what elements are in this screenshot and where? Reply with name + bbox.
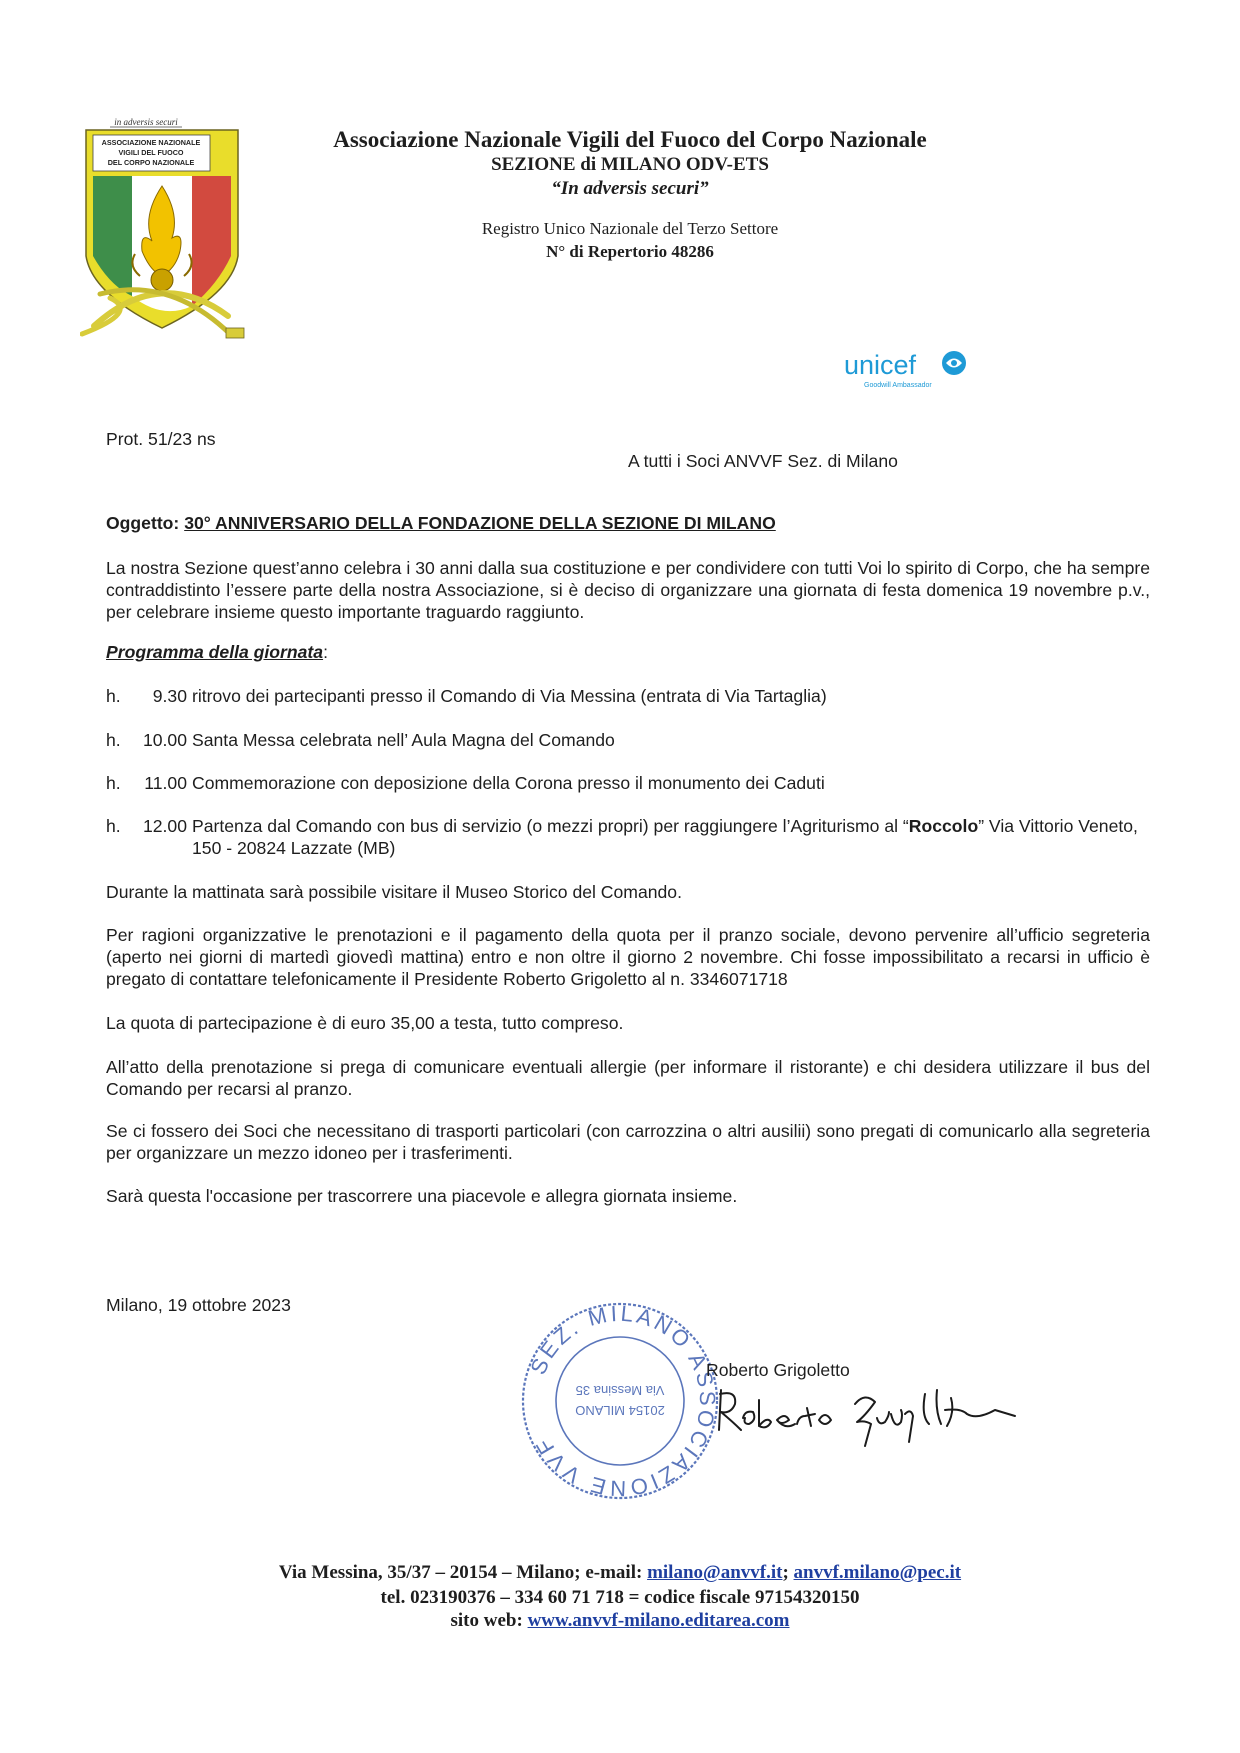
repertorio-number: N° di Repertorio 48286: [546, 242, 714, 261]
program-item-text-after: ” Via Vittorio Veneto, 150 - 20824 Lazzate (MB): [192, 816, 1138, 858]
program-item-text: [192, 815, 1150, 859]
handwritten-signature: [715, 1380, 1020, 1448]
program-item-time: 12.00: [142, 816, 187, 836]
program-item-text: Commemorazione con deposizione della Corona presso il monumento dei Caduti: [192, 773, 825, 793]
signer-name: Roberto Grigoletto: [706, 1360, 850, 1380]
program-item-prefix: h.: [106, 686, 121, 706]
website-link[interactable]: www.anvvf-milano.editarea.com: [527, 1610, 790, 1631]
email-link-primary[interactable]: milano@anvvf.it: [647, 1562, 783, 1583]
footer-web-label: sito web:: [450, 1610, 528, 1631]
crest-label-line-3: DEL CORPO NAZIONALE: [107, 158, 195, 167]
footer-address-line: [140, 1562, 1100, 1584]
museum-paragraph: Durante la mattinata sarà possibile visitare il Museo Storico del Comando.: [106, 882, 682, 902]
subject-line: [106, 512, 1150, 534]
footer-web-line: [140, 1610, 1100, 1632]
intro-paragraph: La nostra Sezione quest’anno celebra i 30 anni dalla sua costituzione e per condividere con tutti Voi lo spirito di Corpo, che ha sempre contraddistinto l’essere parte della nostra Associazione, si è deciso di organizzare una giornata di festa domenica 19 novembre p.v., per celebrare insieme questo importante traguardo raggiunto.: [106, 558, 1150, 622]
program-item-time: 10.00: [142, 730, 187, 750]
program-item-time: 11.00: [144, 773, 187, 793]
program-item: [106, 772, 1150, 794]
allergies-paragraph: All’atto della prenotazione si prega di comunicare eventuali allergie (per informare il ristorante) e chi desidera utilizzare il bus del Comando per recarsi al pranzo.: [106, 1057, 1150, 1099]
program-item: [106, 815, 1150, 859]
motto: “In adversis securi”: [551, 178, 709, 199]
program-item-time: 9.30: [152, 686, 187, 706]
program-title: Programma della giornata: [106, 642, 324, 662]
booking-paragraph: Per ragioni organizzative le prenotazioni e il pagamento della quota per il pranzo sociale, devono pervenire all’ufficio segreteria (aperto nei giorni di martedì giovedì mattina) entro e non oltre il giorno 2 novembre. Chi fosse impossibilitato a recarsi in ufficio è pregato di contattare telefonicamente il Presidente Roberto Grigoletto al n. 3346071718: [106, 925, 1150, 989]
program-item-text-before: Partenza dal Comando con bus di servizio (o mezzi propri) per raggiungere l’Agriturismo al “: [192, 816, 909, 836]
crest-label-line-2: VIGILI DEL FUOCO: [118, 148, 184, 157]
footer-address: Via Messina, 35/37 – 20154 – Milano; e-mail:: [278, 1562, 648, 1583]
program-item-prefix: h.: [106, 816, 121, 836]
program-item-prefix: h.: [106, 773, 121, 793]
program-item-text: Santa Messa celebrata nell’ Aula Magna del Comando: [192, 730, 615, 750]
stamp-inner-line-2: Via Messina 35: [575, 1383, 665, 1398]
section-name: SEZIONE di MILANO ODV-ETS: [491, 154, 769, 175]
program-heading: [106, 641, 328, 663]
registry-name: Registro Unico Nazionale del Terzo Settore: [481, 219, 779, 238]
program-item-text: ritrovo dei partecipanti presso il Comando di Via Messina (entrata di Via Tartaglia): [192, 686, 827, 706]
fee-paragraph: La quota di partecipazione è di euro 35,00 a testa, tutto compreso.: [106, 1013, 624, 1033]
unicef-logo: [842, 344, 972, 390]
subject-text: 30° ANNIVERSARIO DELLA FONDAZIONE DELLA SEZIONE DI MILANO: [184, 513, 776, 533]
subject-label: Oggetto:: [106, 513, 180, 533]
organization-name: Associazione Nazionale Vigili del Fuoco del Corpo Nazionale: [333, 127, 927, 152]
stamp-inner-line-1: 20154 MILANO: [575, 1403, 665, 1418]
crest-banner-text: in adversis securi: [114, 117, 178, 127]
footer-phone-line: tel. 023190376 – 334 60 71 718 = codice fiscale 97154320150: [380, 1587, 860, 1608]
closing-paragraph: Sarà questa l'occasione per trascorrere una piacevole e allegra giornata insieme.: [106, 1186, 738, 1206]
association-stamp: [515, 1296, 725, 1506]
transport-paragraph: Se ci fossero dei Soci che necessitano di trasporti particolari (con carrozzina o altri ausilii) sono pregati di comunicarlo alla segreteria per organizzare un mezzo idoneo per i trasferimenti.: [106, 1121, 1150, 1163]
email-link-pec[interactable]: anvvf.milano@pec.it: [793, 1562, 962, 1583]
program-item: [106, 729, 1150, 751]
stamp-ring-text: SEZ. MILANO ASSOCIAZIONE VVF: [525, 1300, 721, 1502]
program-title-colon: :: [323, 642, 328, 662]
unicef-wordmark: unicef: [844, 350, 917, 380]
footer-email-separator: ;: [782, 1562, 794, 1583]
crest-label-line-1: ASSOCIAZIONE NAZIONALE: [101, 138, 201, 147]
venue-name: Roccolo: [908, 816, 979, 836]
place-and-date: Milano, 19 ottobre 2023: [106, 1295, 291, 1315]
program-item: [106, 685, 1150, 707]
association-crest-logo: [80, 116, 255, 342]
recipient-line: A tutti i Soci ANVVF Sez. di Milano: [628, 451, 898, 471]
program-item-prefix: h.: [106, 730, 121, 750]
protocol-number: Prot. 51/23 ns: [106, 429, 216, 449]
unicef-subtitle: Goodwill Ambassador: [864, 382, 932, 389]
